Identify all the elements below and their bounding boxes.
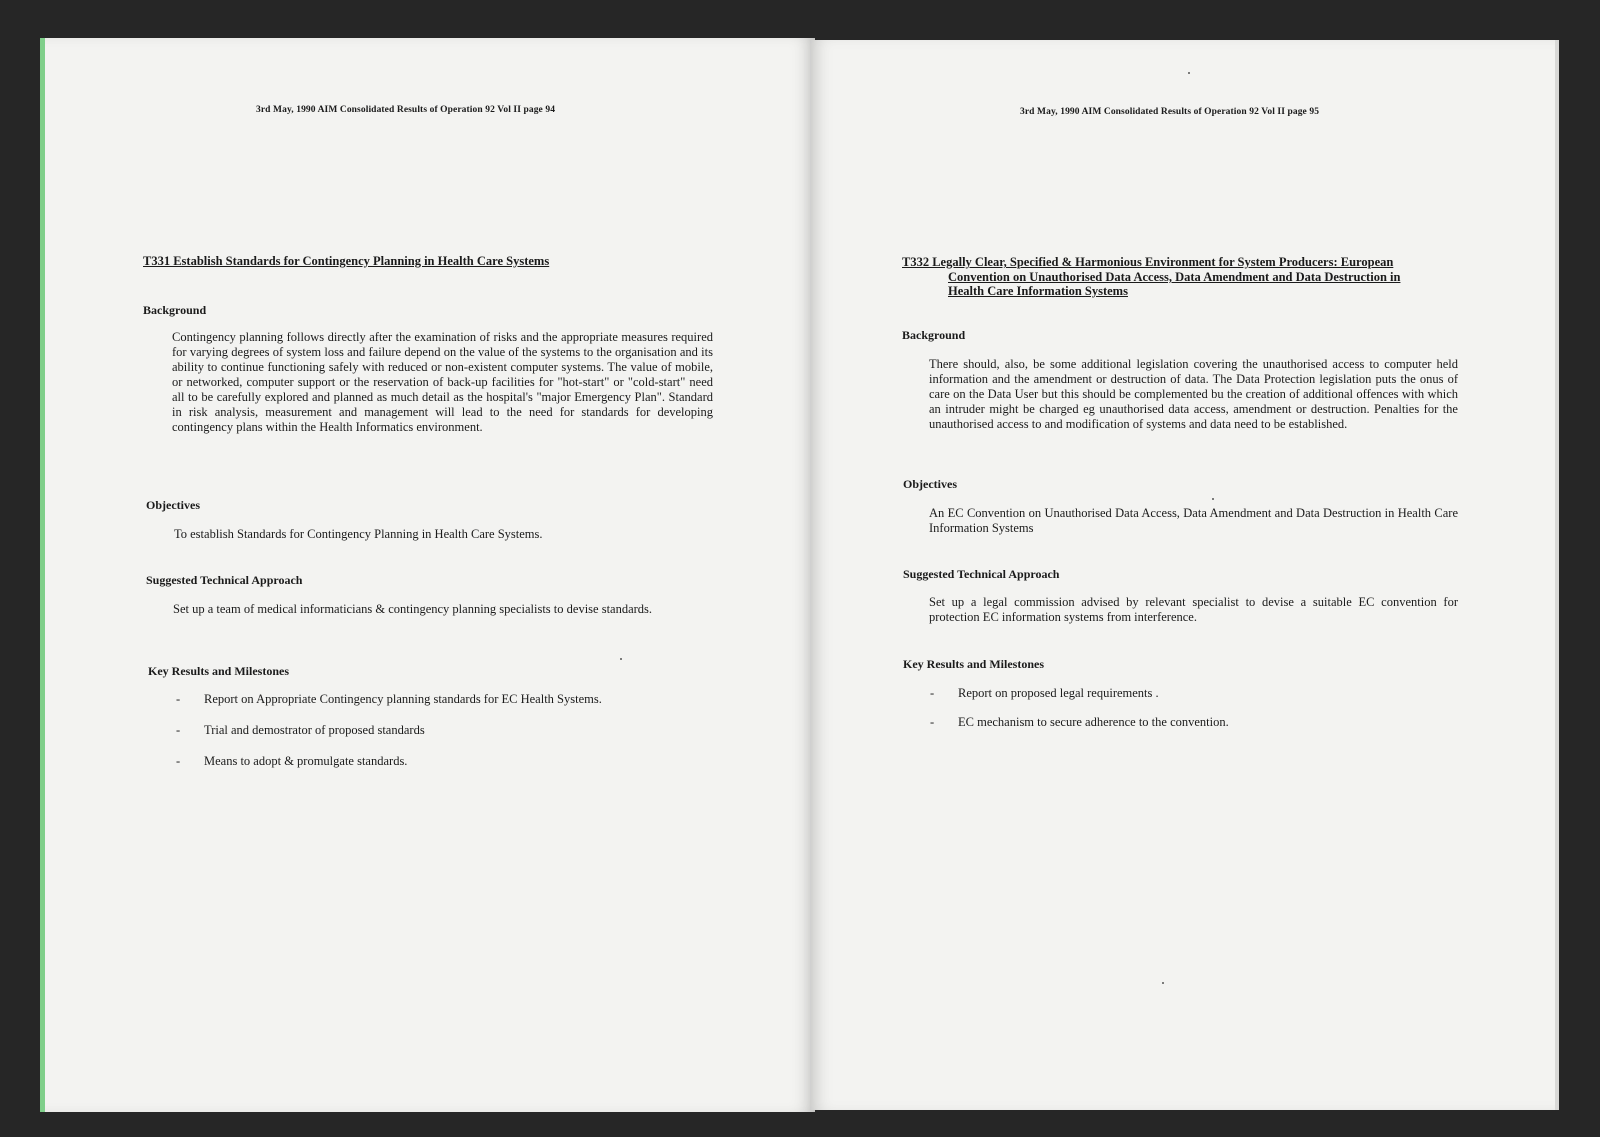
section-title-t332-line2: Convention on Unauthorised Data Access, Data Amendment and Data Destruction in — [948, 270, 1401, 284]
bullet-dash: - — [176, 692, 181, 706]
objectives-heading-left: Objectives — [146, 498, 200, 512]
section-title-t331: T331 Establish Standards for Contingency Planning in Health Care Systems — [143, 254, 550, 268]
background-text-left: Contingency planning follows directly after the examination of risks and the appropriate measures required for varying degrees of system loss and failure depend on the value of the systems to the organisation and its ability to continue functioning safely with reduced or non-existent computer systems. The value of mobile, or networked, computer support or the reservation of back-up facilities for "hot-start" or "cold-start" need all to be carefully explored and planned as much detail as the hospital's "major Emergency Plan". Standard in risk analysis, measurement and management will lead to the need for standards for developing contingency plans within the Health Informatics environment. — [172, 330, 713, 434]
approach-text-right: Set up a legal commission advised by relevant specialist to devise a suitable EC convention for protection EC information systems from interference. — [929, 595, 1458, 624]
list-item — [176, 692, 602, 707]
list-item — [930, 715, 1229, 730]
list-item — [176, 754, 407, 769]
bullet-dash: - — [176, 723, 181, 737]
paper-speck — [1188, 72, 1190, 74]
running-head-left: 3rd May, 1990 AIM Consolidated Results of Operation 92 Vol II page 94 — [256, 105, 556, 115]
approach-heading-left: Suggested Technical Approach — [146, 573, 303, 587]
paper-speck — [1212, 498, 1214, 500]
approach-heading-right: Suggested Technical Approach — [903, 567, 1060, 581]
results-heading-left: Key Results and Milestones — [148, 664, 289, 678]
objectives-text-right: An EC Convention on Unauthorised Data Access, Data Amendment and Data Destruction in Health Care Information Systems — [929, 506, 1458, 535]
bullet-dash: - — [176, 754, 181, 768]
result-text: Means to adopt & promulgate standards. — [204, 754, 408, 768]
results-heading-right: Key Results and Milestones — [903, 657, 1044, 671]
background-heading-left: Background — [143, 303, 207, 317]
list-item — [930, 686, 1159, 701]
running-head-right: 3rd May, 1990 AIM Consolidated Results of Operation 92 Vol II page 95 — [1020, 107, 1320, 117]
background-heading-right: Background — [902, 328, 966, 342]
result-text: Report on Appropriate Contingency planning standards for EC Health Systems. — [204, 692, 602, 706]
objectives-text-left: To establish Standards for Contingency Planning in Health Care Systems. — [174, 527, 543, 541]
result-text: EC mechanism to secure adherence to the convention. — [958, 715, 1229, 729]
result-text: Trial and demostrator of proposed standards — [204, 723, 425, 737]
section-title-t332-line3: Health Care Information Systems — [948, 284, 1128, 298]
background-text-right: There should, also, be some additional legislation covering the unauthorised access to computer held information and the amendment or destruction of data. The Data Protection legislation puts the onus of care on the Data User but this should be complemented bu the creation of additional offences with which an intruder might be charged eg unauthorised data access, amendment or destruction. Penalties for the unauthorised access to and modification of systems and data need to be established. — [929, 357, 1458, 431]
bullet-dash: - — [930, 715, 935, 729]
right-page — [810, 40, 1555, 1110]
paper-speck — [620, 658, 622, 660]
section-title-t332: T332 Legally Clear, Specified & Harmonious Environment for System Producers: European — [902, 255, 1394, 269]
paper-speck — [1162, 982, 1164, 984]
objectives-heading-right: Objectives — [903, 477, 957, 491]
result-text: Report on proposed legal requirements . — [958, 686, 1159, 700]
approach-text-left: Set up a team of medical informaticians & contingency planning specialists to devise standards. — [173, 602, 653, 616]
left-page — [40, 38, 815, 1112]
list-item — [176, 723, 425, 738]
bullet-dash: - — [930, 686, 935, 700]
